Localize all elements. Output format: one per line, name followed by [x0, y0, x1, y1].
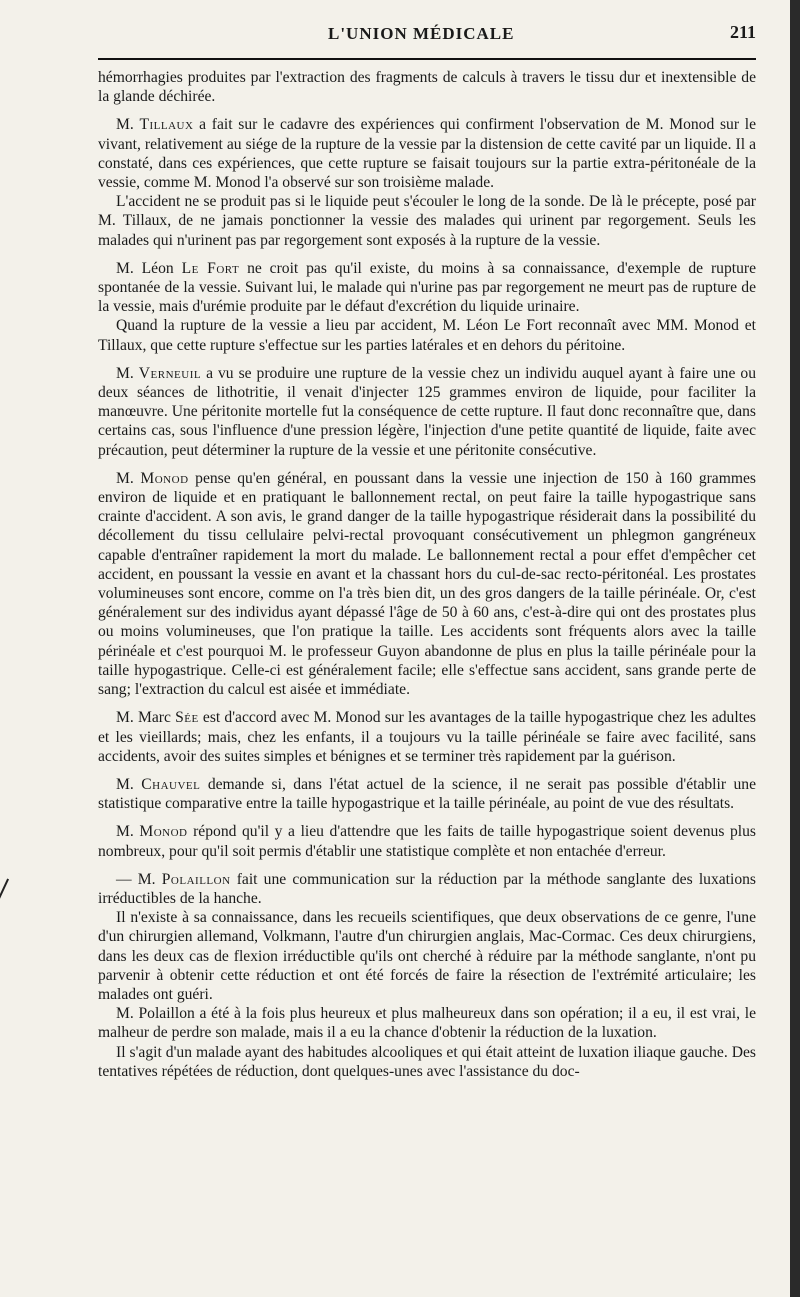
paragraph-text: Il n'existe à sa connaissance, dans les recueils scientifiques, que deux observations de ce genre, l'une d'un chirurgien allemand, Volkmann, l'autre d'un chirurgien anglais, Mac-Cormac. Ces deux chirurgiens, dans les deux cas de flexion irréductible qu'ils ont cherché à réduire par la méthode sanglante, n'ont pu parvenir à obtenir cette réduction et ont été forcés de faire la résection de l'extrémité articulaire; les malades ont guéri. — [98, 909, 756, 1003]
paragraph — [98, 469, 756, 699]
paragraph-text: hémorrhagies produites par l'extraction des fragments de calculs à travers le tissu dur et inextensible de la glande déchirée. — [98, 69, 756, 106]
speaker-prefix: M. — [116, 823, 140, 841]
paragraph-text: est d'accord avec M. Monod sur les avantages de la taille hypogastrique chez les adultes et les vieillards; mais, chez les enfants, il a toujours vu la taille périnéale se faire avec facilité, sans accidents, avoir des suites simples et bénignes et se terminer très rapidement par la guérison. — [98, 709, 756, 765]
speaker-name: Polaillon — [161, 870, 231, 888]
header-rule — [98, 58, 756, 60]
speaker-name: Monod — [139, 823, 188, 841]
paragraph — [98, 708, 756, 766]
paragraph-text: pense qu'en général, en poussant dans la vessie une injection de 150 à 160 grammes environ de liquide et en pratiquant le ballonnement rectal, on peut faire la taille hypogastrique sans crainte d'accident. A son avis, le grand danger de la taille hypogastrique résiderait dans la possibilité du décollement du tissu cellulaire pelvi-rectal provoquant consécutivement un phlegmon gangréneux capable d'entraîner rapidement la mort du malade. Le ballonnement rectal a pour effet d'empêcher cet accident, en poussant la vessie en avant et la chassant hors du cul-de-sac recto-péritonéal. Les prostates volumineuses sont encore, comme on l'a très bien dit, un des gros dangers de la taille périnéale. Or, c'est généralement sur des individus ayant dépassé l'âge de 50 à 60 ans, c'est-à-dire qui ont des prostates plus ou moins volumineuses, que l'on pratique la taille. Les accidents sont fréquents alors avec la taille périnéale et c'est pourquoi M. le professeur Guyon abandonne de plus en plus la taille périnéale pour la taille hypogastrique. Celle-ci est généralement facile; elle s'effectue sans accident, sans grande perte de sang; l'extraction du calcul est aisée et immédiate. — [98, 469, 756, 699]
speaker-prefix: — M. — [116, 870, 162, 888]
paragraph — [98, 1004, 756, 1042]
paragraph-text: fait une communication sur la réduction par la méthode sanglante des luxations irréductibles de la hanche. — [98, 870, 757, 907]
speaker-prefix: M. Marc — [116, 709, 176, 727]
paragraph-text: L'accident ne se produit pas si le liquide peut s'écouler le long de la sonde. De là le précepte, posé par M. Tillaux, de ne jamais ponctionner la vessie des malades qui urinent par regorgement. Seuls les malades qui n'urinent pas par regorgement sont exposés à la rupture de la vessie. — [98, 193, 756, 249]
paragraph — [98, 68, 756, 106]
paragraph-text: répond qu'il y a lieu d'attendre que les faits de taille hypogastrique soient devenus plus nombreux, pour qu'il soit permis d'établir une statistique complète et non entachée d'erreur. — [98, 823, 756, 860]
paragraph — [98, 822, 756, 860]
speaker-name: Tillaux — [139, 116, 194, 134]
speaker-name: Le Fort — [181, 259, 240, 277]
paragraph-text: M. Polaillon a été à la fois plus heureux et plus malheureux dans son opération; il a eu, il est vrai, le malheur de perdre son malade, mais il a eu la chance d'obtenir la réduction de la luxation. — [98, 1005, 756, 1042]
article-body — [98, 68, 756, 1081]
speaker-prefix: M. — [116, 116, 140, 134]
paragraph-text: demande si, dans l'état actuel de la science, il ne serait pas possible d'établir une statistique comparative entre la taille hypogastrique et la taille périnéale, au point de vue des résultats. — [98, 775, 756, 813]
paragraph — [98, 870, 756, 908]
paragraph — [98, 316, 756, 354]
paragraph — [98, 192, 756, 250]
paragraph-text: Quand la rupture de la vessie a lieu par accident, M. Léon Le Fort reconnaît avec MM. Monod et Tillaux, que cette rupture s'effectue sur les parties latérales et en dehors du péritoine. — [98, 317, 756, 354]
running-head: L'UNION MÉDICALE — [328, 24, 515, 43]
page-header — [98, 22, 756, 52]
paragraph — [98, 364, 756, 460]
speaker-prefix: M. — [116, 469, 141, 487]
paragraph — [98, 775, 756, 813]
paragraph-text: Il s'agit d'un malade ayant des habitudes alcooliques et qui était atteint de luxation iliaque gauche. Des tentatives répétées de réduction, dont quelques-unes avec l'assistance du doc- — [98, 1043, 756, 1080]
paragraph-text: a fait sur le cadavre des expériences qui confirment l'observation de M. Monod sur le vivant, relativement au siége de la rupture de la vessie par la distension de cette cavité par un liquide. Il a constaté, dans ces expériences, que cette rupture se faisait toujours sur la partie extra-péritonéale de la vessie, comme M. Monod l'a observé sur son troisième malade. — [98, 116, 757, 192]
speaker-name: Verneuil — [138, 364, 202, 382]
speaker-prefix: M. — [116, 364, 139, 382]
paragraph-text: a vu se produire une rupture de la vessie chez un individu auquel ayant à faire une ou deux séances de lithotritie, il venait d'injecter 125 grammes environ de liquide, pour faciliter la manœuvre. Une péritonite mortelle fut la conséquence de cette rupture. Il faut donc reconnaître que, dans certains cas, sous l'influence d'une pression légère, l'injection d'une petite quantité de liquide, faite avec précaution, peut déterminer la rupture de la vessie et une péritonite consécutive. — [98, 364, 756, 459]
paragraph — [98, 908, 756, 1004]
paragraph — [98, 115, 756, 192]
paragraph — [98, 1043, 756, 1081]
speaker-name: Sée — [175, 709, 199, 727]
speaker-prefix: M. Léon — [116, 259, 182, 277]
speaker-name: Chauvel — [141, 775, 201, 793]
speaker-prefix: M. — [116, 775, 142, 793]
page-number: 211 — [729, 22, 756, 42]
speaker-name: Monod — [140, 469, 189, 487]
paragraph — [98, 259, 756, 317]
paragraph-text: ne croit pas qu'il existe, du moins à sa connaissance, d'exemple de rupture spontanée de la vessie. Suivant lui, le malade qui n'urine pas par regorgement ne meurt pas de rupture de la vessie, mais d'urémie produite par le défaut d'excrétion du liquide urinaire. — [98, 259, 756, 316]
